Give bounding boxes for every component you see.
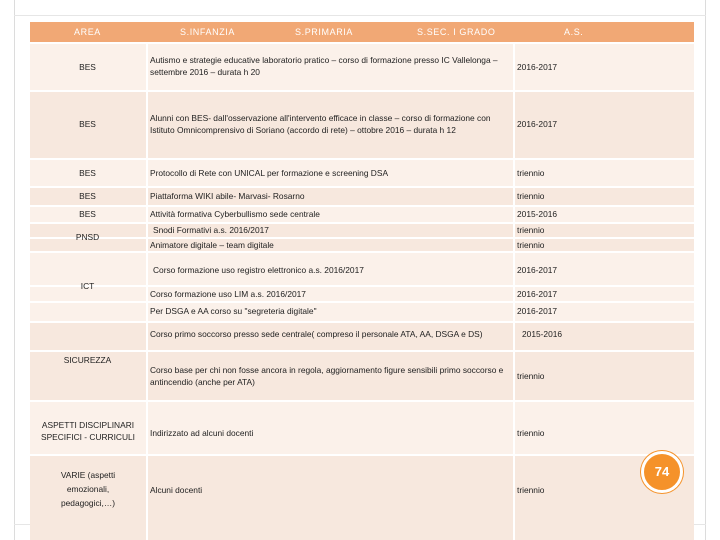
description-cell: Corso formazione uso LIM a.s. 2016/2017 bbox=[150, 289, 306, 299]
area-cell: BES bbox=[79, 62, 96, 72]
area-cell: BES bbox=[79, 119, 96, 129]
description-cell: Alunni con BES- dall'osservazione all'intervento efficace in classe – corso di formazione con Istituto Omnicomprensivo di Soriano (accordo di rete) – ottobre 2016 – durata h 12 bbox=[150, 113, 491, 135]
year-cell: triennio bbox=[517, 168, 545, 178]
area-cell: ICT bbox=[80, 281, 95, 291]
year-cell: triennio bbox=[517, 191, 545, 201]
top-rule bbox=[14, 15, 706, 16]
header-sec-grado: S.SEC. I GRADO bbox=[417, 27, 496, 37]
year-cell: 2016-2017 bbox=[517, 119, 558, 129]
description-cell: Corso base per chi non fosse ancora in regola, aggiornamento figure sensibili primo soccorso e antincendio (anche per ATA) bbox=[150, 365, 504, 387]
area-cell: BES bbox=[79, 209, 96, 219]
year-cell: 2016-2017 bbox=[517, 62, 558, 72]
column-divider bbox=[146, 44, 148, 540]
description-cell: Per DSGA e AA corso su "segreteria digitale" bbox=[150, 306, 317, 316]
year-cell: 2016-2017 bbox=[517, 306, 558, 316]
training-table bbox=[30, 22, 694, 540]
description-cell: Animatore digitale – team digitale bbox=[150, 240, 274, 250]
year-cell: triennio bbox=[517, 428, 545, 438]
area-cell: PNSD bbox=[75, 232, 100, 242]
description-cell: Attività formativa Cyberbullismo sede centrale bbox=[150, 209, 320, 219]
description-cell: Autismo e strategie educative laboratorio pratico – corso di formazione presso IC Vallelonga – settembre 2016 – durata h 20 bbox=[150, 55, 498, 77]
description-cell: Protocollo di Rete con UNICAL per formazione e screening DSA bbox=[150, 168, 389, 178]
description-cell: Indirizzato ad alcuni docenti bbox=[150, 428, 254, 438]
year-cell: 2015-2016 bbox=[517, 209, 558, 219]
description-cell: Corso formazione uso registro elettronico a.s. 2016/2017 bbox=[153, 265, 364, 275]
description-cell: Piattaforma WIKI abile- Marvasi- Rosarno bbox=[150, 191, 305, 201]
header-infanzia: S.INFANZIA bbox=[180, 27, 236, 37]
header-area: AREA bbox=[74, 27, 101, 37]
year-cell: triennio bbox=[517, 371, 545, 381]
year-cell: triennio bbox=[517, 485, 545, 495]
year-cell: 2016-2017 bbox=[517, 265, 558, 275]
area-cell: VARIE (aspetti emozionali, pedagogici,…) bbox=[60, 470, 116, 508]
table-header bbox=[30, 22, 694, 42]
left-border bbox=[14, 0, 15, 540]
description-cell: Alcuni docenti bbox=[150, 485, 203, 495]
page-number-badge: 74 bbox=[641, 451, 683, 493]
year-cell: triennio bbox=[517, 240, 545, 250]
area-cell: ASPETTI DISCIPLINARI SPECIFICI - CURRICULI bbox=[41, 420, 135, 442]
area-cell: BES bbox=[79, 191, 96, 201]
year-cell: triennio bbox=[517, 225, 545, 235]
header-primaria: S.PRIMARIA bbox=[295, 27, 354, 37]
year-cell: 2016-2017 bbox=[517, 289, 558, 299]
column-divider bbox=[513, 44, 515, 540]
header-as: A.S. bbox=[564, 27, 584, 37]
area-cell: BES bbox=[79, 168, 96, 178]
description-cell: Snodi Formativi a.s. 2016/2017 bbox=[153, 225, 269, 235]
year-cell: 2015-2016 bbox=[522, 329, 563, 339]
area-cell: SICUREZZA bbox=[63, 355, 112, 365]
right-border bbox=[705, 0, 706, 540]
description-cell: Corso primo soccorso presso sede centrale( compreso il personale ATA, AA, DSGA e DS) bbox=[150, 329, 483, 339]
